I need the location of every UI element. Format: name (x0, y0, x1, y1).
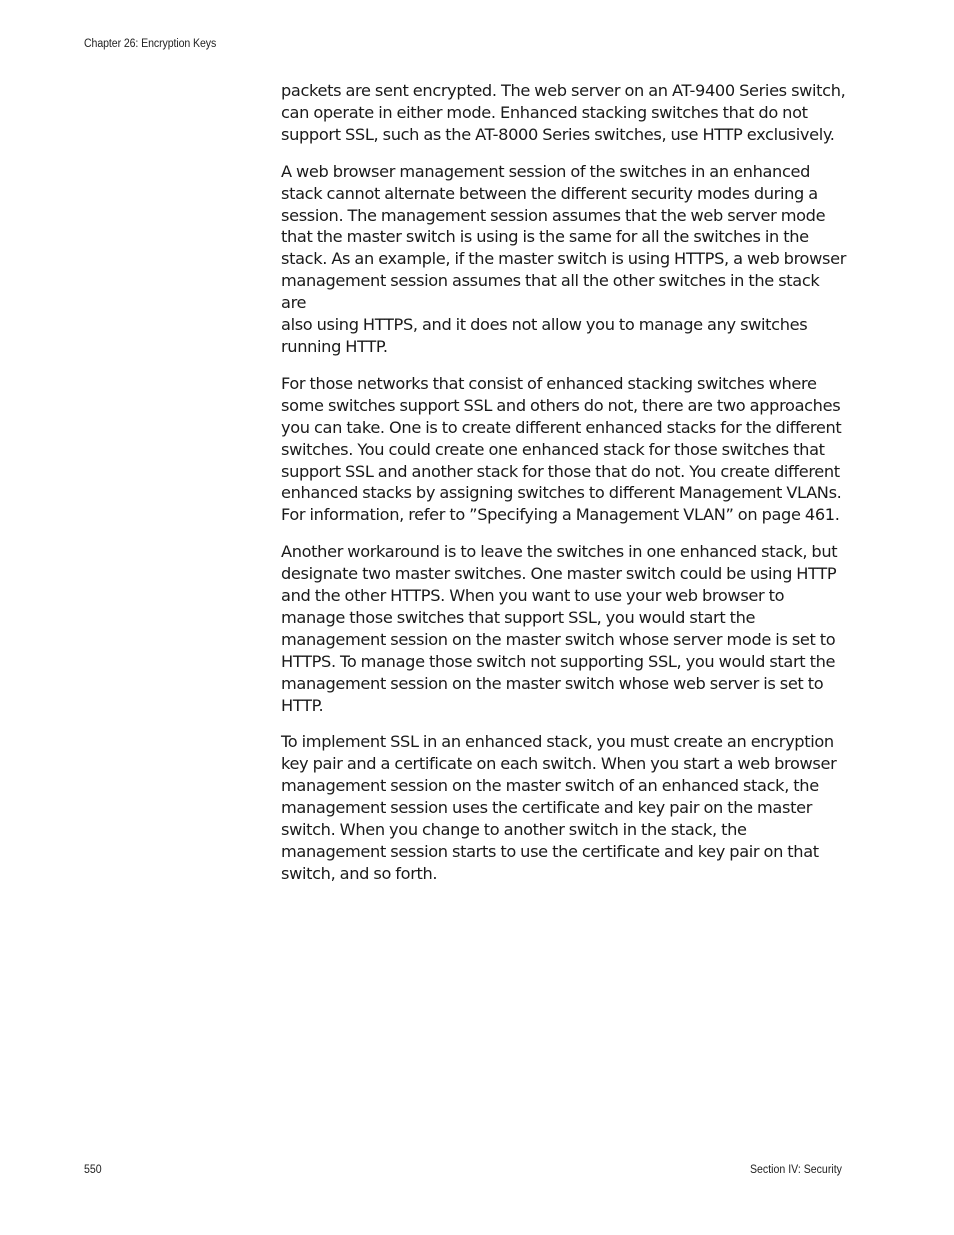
paragraph: packets are sent encrypted. The web server on an AT-9400 Series switch, can operate in either mode. Enhanced stacking switches that do not support SSL, such as the AT-8000 Series switches, use HTTP exclusively. (281, 81, 846, 144)
paragraph: For those networks that consist of enhanced stacking switches where some switches support SSL and others do not, there are two approaches you can take. One is to create different enhanced stacks for the different switches. You could create one enhanced stack for those switches that support SSL and another stack for those that do not. You create different enhanced stacks by assigning switches to different Management VLANs. For information, refer to ”Specifying a Management VLAN” on page 461. (281, 373, 842, 525)
paragraph: Another workaround is to leave the switches in one enhanced stack, but designate two master switches. One master switch could be using HTTP and the other HTTPS. When you want to use your web browser to manage those switches that support SSL, you would start the management session on the master switch whose server mode is set to HTTPS. To manage those switch not supporting SSL, you would start the management session on the master switch whose web server is set to HTTP. (281, 542, 838, 715)
paragraph: To implement SSL in an enhanced stack, you must create an encryption key pair and a certificate on each switch. When you start a web browser management session on the master switch of an enhanced stack, the management session uses the certificate and key pair on the master switch. When you change to another switch in the stack, the management session starts to use the certificate and key pair on that switch, and so forth. (281, 732, 837, 883)
paragraph: A web browser management session of the switches in an enhanced stack cannot alternate between the different security modes during a session. The management session assumes that the web server mode that the master switch is using is the same for all the switches in the stack. As an example, if the master switch is using HTTPS, a web browser management session assumes that all the other switches in the stack are also using HTTPS, and it does not allow you to manage any switches running HTTP. (281, 161, 847, 356)
section-label: Section IV: Security (750, 1164, 842, 1176)
running-header: Chapter 26: Encryption Keys (84, 38, 217, 50)
body-text (281, 80, 847, 900)
page-number: 550 (84, 1164, 102, 1176)
